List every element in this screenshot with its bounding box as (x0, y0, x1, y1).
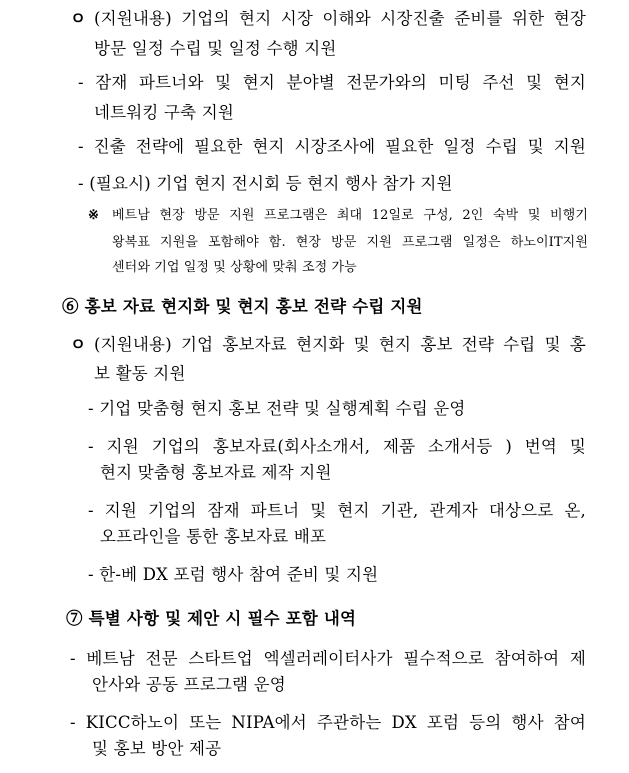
bullet-line: 현지 맞춤형 홍보자료 제작 지원 (100, 463, 332, 482)
bullet-line: - 진출 전략에 필요한 현지 시장조사에 필요한 일정 수립 및 지원 (78, 137, 586, 156)
support-content-line: 방문 일정 수립 및 일정 수행 지원 (94, 39, 337, 58)
section-heading: ⑥ 홍보 자료 현지화 및 현지 홍보 전략 수립 지원 (62, 297, 423, 316)
bullet-line: - (필요시) 기업 현지 전시회 등 현지 행사 참가 지원 (78, 174, 453, 193)
note-line: 베트남 현장 방문 지원 프로그램은 최대 12일로 구성, 2인 숙박 및 비행기 (112, 208, 588, 223)
bullet-line: - 한-베 DX 포럼 행사 참여 준비 및 지원 (88, 565, 379, 584)
support-content-line: 보 활동 지원 (94, 364, 186, 383)
section-heading: ⑦ 특별 사항 및 제안 시 필수 포함 내역 (66, 609, 357, 628)
item-marker: ㅇ (70, 335, 87, 354)
bullet-line: - 지원 기업의 잠재 파트너 및 현지 기관, 관계자 대상으로 온, (88, 501, 586, 520)
bullet-line: 및 홍보 방안 제공 (92, 739, 222, 758)
bullet-line: 안사와 공동 프로그램 운영 (92, 675, 286, 694)
support-content-line: (지원내용) 기업 홍보자료 현지화 및 현지 홍보 전략 수립 및 홍 (94, 335, 586, 354)
bullet-line: 네트워킹 구축 지원 (94, 103, 235, 122)
support-content-line: (지원내용) 기업의 현지 시장 이해와 시장진출 준비를 위한 현장 (94, 9, 586, 28)
bullet-line: - 기업 맞춤형 현지 홍보 전략 및 실행계획 수립 운영 (88, 399, 466, 418)
note-marker: ※ (88, 208, 99, 223)
item-marker: ㅇ (70, 9, 87, 28)
note-line: 센터와 기업 일정 및 상황에 맞춰 조정 가능 (112, 260, 357, 275)
bullet-line: 오프라인을 통한 홍보자료 배포 (100, 527, 327, 546)
bullet-line: - 베트남 전문 스타트업 엑셀러레이터사가 필수적으로 참여하여 제 (70, 649, 586, 668)
bullet-line: - 지원 기업의 홍보자료(회사소개서, 제품 소개서등 ) 번역 및 (88, 437, 586, 456)
bullet-line: - KICC하노이 또는 NIPA에서 주관하는 DX 포럼 등의 행사 참여 (70, 713, 586, 732)
bullet-line: - 잠재 파트너와 및 현지 분야별 전문가와의 미팅 주선 및 현지 (78, 73, 586, 92)
note-line: 왕복표 지원을 포함해야 함. 현장 방문 지원 프로그램 일정은 하노이IT지원 (112, 235, 588, 250)
